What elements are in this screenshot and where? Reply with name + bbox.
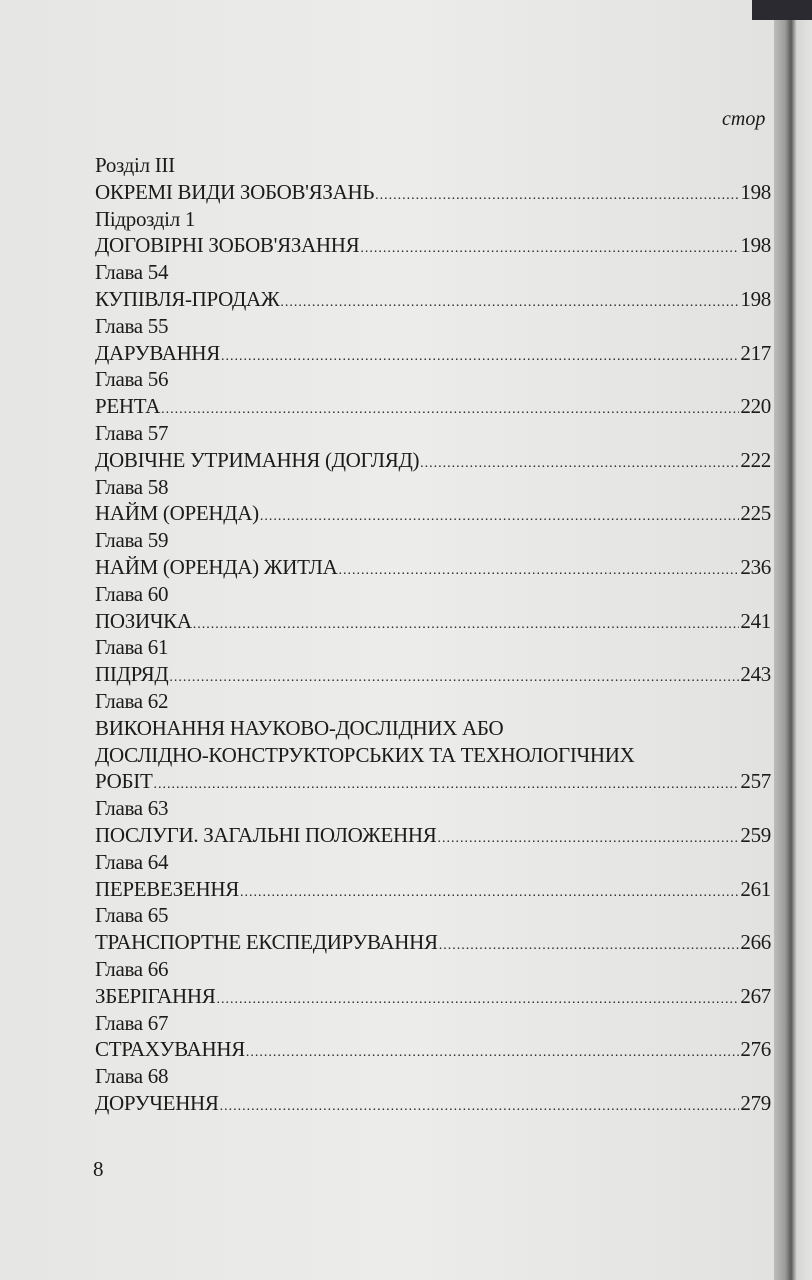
toc-entry[interactable] <box>95 768 771 795</box>
toc-page-number: 261 <box>740 876 771 901</box>
toc-section-label: Глава 67 <box>95 1010 169 1035</box>
dot-leader <box>216 987 739 1014</box>
toc-section-label: Глава 57 <box>95 420 169 445</box>
page-column-label: стор <box>722 108 766 130</box>
toc-page-number: 217 <box>740 340 771 365</box>
dot-leader <box>169 665 739 692</box>
toc-entry-title: ВИКОНАННЯ НАУКОВО-ДОСЛІДНИХ АБО <box>95 715 504 740</box>
toc-section-label: Глава 63 <box>95 796 169 821</box>
dot-leader <box>221 344 739 371</box>
toc-entry-title: РЕНТА <box>95 394 161 419</box>
toc-page-number: 241 <box>740 608 771 633</box>
toc-entry-title: ПОЗИЧКА <box>95 608 192 633</box>
toc-page-number: 198 <box>740 179 771 204</box>
toc-page-number: 259 <box>740 822 771 847</box>
toc-entry[interactable] <box>95 340 771 367</box>
toc-entry-title: СТРАХУВАННЯ <box>95 1037 245 1062</box>
toc-entry-title: НАЙМ (ОРЕНДА) <box>95 501 259 526</box>
toc-entry[interactable] <box>95 661 771 688</box>
toc-entry-title: КУПІВЛЯ-ПРОДАЖ <box>95 286 280 311</box>
dot-leader <box>161 397 739 424</box>
toc-entry[interactable] <box>95 929 771 956</box>
toc-entry[interactable] <box>95 393 771 420</box>
toc-entry[interactable] <box>95 1036 771 1063</box>
toc-page-number: 222 <box>740 447 771 472</box>
toc-entry-title: НАЙМ (ОРЕНДА) ЖИТЛА <box>95 554 338 579</box>
toc-entry[interactable] <box>95 500 771 527</box>
toc-entry-title: ЗБЕРІГАННЯ <box>95 983 216 1008</box>
toc-entry-title: ДАРУВАННЯ <box>95 340 221 365</box>
toc-page-number: 198 <box>740 286 771 311</box>
dot-leader <box>439 933 740 960</box>
dot-leader <box>360 236 739 263</box>
toc-entry[interactable] <box>95 983 771 1010</box>
toc-entry-title: РОБІТ <box>95 769 153 794</box>
toc-entry-title: ПЕРЕВЕЗЕННЯ <box>95 876 239 901</box>
toc-entry-title: ОКРЕМІ ВИДИ ЗОБОВ'ЯЗАНЬ <box>95 179 375 204</box>
toc-page-number: 279 <box>740 1090 771 1115</box>
toc-section-label: Глава 56 <box>95 367 169 392</box>
toc-page-number: 276 <box>740 1037 771 1062</box>
toc-section-label: Глава 65 <box>95 903 169 928</box>
toc-page-number: 225 <box>740 501 771 526</box>
dot-leader <box>420 451 739 478</box>
toc-section-label: Розділ III <box>95 153 175 177</box>
toc-entry[interactable] <box>95 715 771 742</box>
page-number: 8 <box>93 1157 104 1181</box>
toc-entry[interactable] <box>95 447 771 474</box>
toc-section-label: Глава 62 <box>95 688 169 713</box>
toc-section-label: Глава 54 <box>95 260 169 285</box>
dot-leader <box>193 612 740 639</box>
toc-page-number: 267 <box>740 983 771 1008</box>
dot-leader <box>153 772 739 799</box>
dot-leader <box>246 1040 739 1067</box>
toc-page-number: 257 <box>740 769 771 794</box>
toc-section-label: Глава 61 <box>95 635 169 660</box>
toc-page-number: 266 <box>740 930 771 955</box>
dot-leader <box>220 1094 740 1121</box>
table-of-contents <box>95 152 771 1117</box>
toc-entry[interactable] <box>95 608 771 635</box>
toc-section-label: Глава 60 <box>95 581 169 606</box>
dot-leader <box>437 826 739 853</box>
toc-entry-title: ДОГОВІРНІ ЗОБОВ'ЯЗАННЯ <box>95 233 360 258</box>
toc-entry[interactable] <box>95 286 771 313</box>
toc-section-label: Глава 59 <box>95 528 169 553</box>
toc-entry[interactable] <box>95 554 771 581</box>
toc-page-number: 198 <box>740 233 771 258</box>
toc-entry[interactable] <box>95 179 771 206</box>
toc-section-label: Підрозділ 1 <box>95 206 196 231</box>
toc-section-label: Глава 68 <box>95 1064 169 1089</box>
toc-section-label: Глава 64 <box>95 849 169 874</box>
toc-entry[interactable] <box>95 232 771 259</box>
dot-leader <box>260 504 740 531</box>
dot-leader <box>280 290 739 317</box>
toc-entry[interactable] <box>95 742 771 769</box>
toc-entry-title: ТРАНСПОРТНЕ ЕКСПЕДИРУВАННЯ <box>95 930 438 955</box>
toc-entry[interactable] <box>95 1090 771 1117</box>
toc-entry-title: ДОСЛІДНО-КОНСТРУКТОРСЬКИХ ТА ТЕХНОЛОГІЧНИХ <box>95 742 635 767</box>
toc-page-number: 243 <box>740 662 771 687</box>
toc-section-label: Глава 55 <box>95 313 169 338</box>
toc-page-number: 220 <box>740 394 771 419</box>
toc-entry-title: ПОСЛУГИ. ЗАГАЛЬНІ ПОЛОЖЕННЯ <box>95 822 437 847</box>
toc-entry-title: ДОВІЧНЕ УТРИМАННЯ (ДОГЛЯД) <box>95 447 420 472</box>
toc-page-number: 236 <box>740 554 771 579</box>
toc-entry-title: ПІДРЯД <box>95 662 169 687</box>
toc-entry-title: ДОРУЧЕННЯ <box>95 1090 219 1115</box>
dot-leader <box>375 183 739 210</box>
page-corner-shadow <box>752 0 812 20</box>
book-gutter <box>774 0 812 1280</box>
dot-leader <box>338 558 739 585</box>
toc-section-label: Глава 58 <box>95 474 169 499</box>
dot-leader <box>240 880 739 907</box>
toc-entry[interactable] <box>95 876 771 903</box>
toc-entry[interactable] <box>95 822 771 849</box>
toc-section-label: Глава 66 <box>95 956 169 981</box>
